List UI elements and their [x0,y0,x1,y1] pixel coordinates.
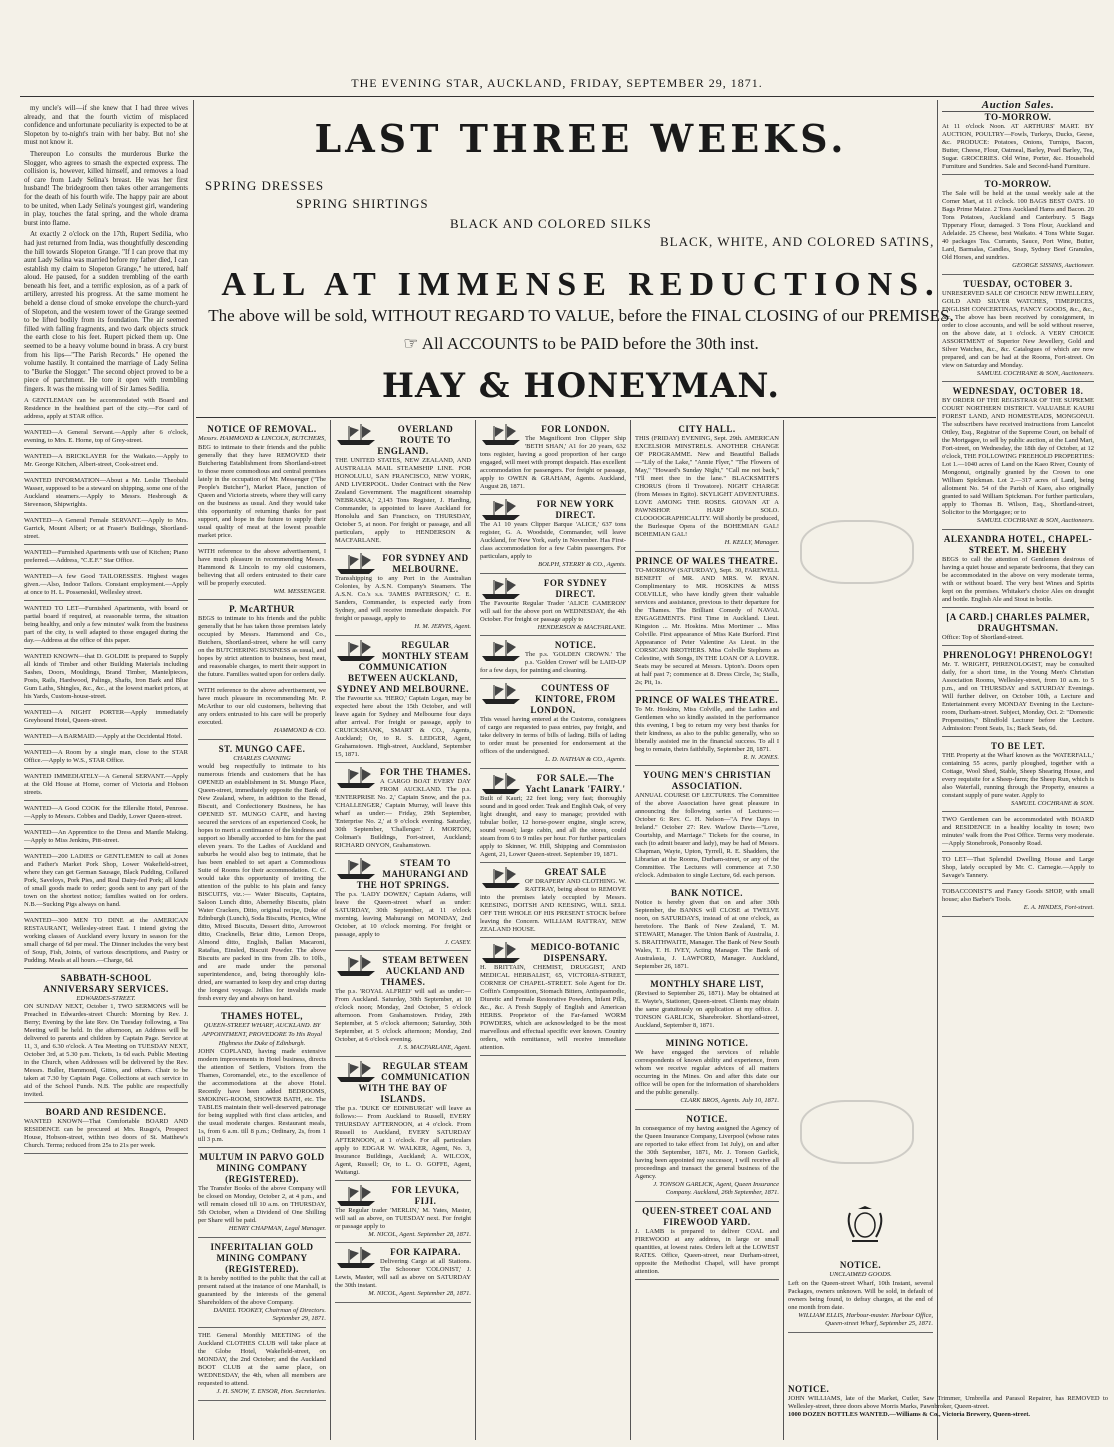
ad-title: FOR LONDON. [541,424,610,434]
ad-body: J. LAMB is prepared to deliver COAL and FIREWOOD at any address, in large or small quantities, at lowest rates. Orders left at the LOWEST RATES. Office, Queen-street, near Durham-street, opposite the Methodist Chapel, will have prompt attention. [635,1227,779,1275]
ad-body: WANTED TO LET—Furnished Apartments, with board or partial board if required, at reasonable terms, the situation being healthy, and only a few minutes' walk from the business part of the city, is well adapted to those engaged during the day.—Address at the office of this paper. [24,604,188,644]
ad-signature: GEORGE SISSINS, Auctioneer. [1012,262,1094,269]
ad-signature: J. CASEY. [444,938,471,946]
ad-body: WANTED—200 LADIES or GENTLEMEN to call at Jones and Father's Market Pork Shop, Lower Wakefield-street, where they can get German Sausage, Black Pudding, Collared Pork, Saveloys, Pork Pies, and Real Dairy-fed Pork; all kinds of small goods made to order; goods sent to any part of the town on the shortest notice; families waited on for orders. N.B.—Sucking Pigs always on hand. [24,852,188,908]
advertisement [24,573,188,601]
ad-body: Mr. T. WRIGHT, PHRENOLOGIST, may be consulted daily, for a short time, in the Young Men's Christian Association Rooms, Wellesley-street, from 10 a.m. to 5 p.m., and on THURSDAY and SATURDAY Evenings. Will further deliver, on October 10th, a Lecture and Entertainment every MONDAY Evening in the Lecture-room, Durham-street. Subject, Monday, Oct. 2: "Domestic Propensities," Blindfold Lecturer before the Lecture. Admission: Front Seats, 1s.; Back Seats, 6d. [942,660,1094,732]
ad-signature: E. A. HINDES, Fort-street. [1023,904,1094,912]
advertisement [480,867,626,938]
ship-icon [335,858,377,880]
ad-signature: DANIEL TOOKEY, Chairman of Directors. September 29, 1871. [213,1306,326,1323]
ad-title: SABBATH-SCHOOL ANNIVERSARY SERVICES. [43,972,169,994]
ad-title: THAMES HOTEL, [220,1011,303,1022]
ad-title: REGULAR STEAM COMMUNICATION WITH THE BAY OF ISLANDS. [358,1060,470,1104]
ad-title: PRINCE OF WALES THEATRE. [635,555,779,566]
ad-title: MULTUM IN PARVO GOLD MINING COMPANY (REGISTERED). [199,1152,325,1185]
ad-signature: H. M. JERVIS, Agent. [414,623,471,630]
ad-body: WANTED IMMEDIATELY—A General SERVANT.—Apply at the Old House at Home, corner of Victoria and Hobson streets. [24,772,188,796]
ad-body: The Sale will be held at the usual weekly sale at the Corner Mart, at 11 o'clock. 100 BAGS BEST OATS. 10 Bags Prime Maize. 2 Tons Auckland Hams and Bacon. 20 Tons Potatoes, Auckland and Canterbury. 5 Bags Tipperary Flour, damaged. 3 Tons Flour, Auckland and Adelaide. 25 Cheese, best Waikato. 4 Tons White Sugar. 40 packages Tea. Currants, Sauce, Port Wine, Butter, Lard, Barmalas, Candles, Soap, Sydney Beef Granules, Old Horses, and sundries. [942,190,1094,261]
advertisement [24,917,188,969]
ad-body: OF DRAPERY AND CLOTHING. W. RATTRAY, being about to REMOVE into the premises lately occupied by Messrs. KEESING, DOITSH AND KEESING, WILL SELL OFF THE WHOLE OF HIS PRESENT STOCK before leaving the Concern. WILLIAM RATTRAY, NEW ZEALAND HOUSE. [480,877,626,933]
banner-rule [196,417,936,418]
ad-body: The p.s. 'GOLDEN CROWN.' The p.s. 'Golden Crown' will be LAID-UP for a few days, for painting and cleaning. [480,651,626,675]
column-rule [193,100,194,1440]
advertisement [635,424,779,552]
advertisement [480,773,626,863]
advertisement [24,653,188,705]
ship-icon [335,640,377,662]
ad-body: (Revised to September 26, 1871). May be obtained at E. Wayte's, Stationer, Queen-street. Clients may obtain the same gratuitously on application at my office. J. TONSON GARLICK, Sharebroker. Shortland-street, Auckland, September 8, 1871. [635,990,779,1030]
ad-body: Transshipping to any Port in the Australian Colonies, by A.S.N. Company's Steamers. The A.S.N. Co.'s s.s. 'JAMES PATERSON,' C. E. Sanders, Commander, is expected early from Sydney, and will receive immediate despatch. For freight or passage, apply to [335,575,471,622]
ad-signature: HENRY CHAPMAN, Legal Manager. [228,1225,326,1233]
ad-body: The Magnificent Iron Clipper Ship 'BETH SHAN,' A1 for 20 years, 632 tons register, having a good proportion of her cargo engaged, will meet with prompt despatch. Has excellent accommodation for passengers. For freight or passage, apply to OWEN & GRAHAM, Agents. Auckland, August 28, 1871. [480,435,626,490]
advertisement [635,1206,779,1280]
ad-title: FOR KAIPARA. [390,1247,461,1258]
column-rule [330,420,331,1440]
advertisement [24,853,188,913]
ad-body: A CARGO BOAT EVERY DAY FROM AUCKLAND. The p.s. 'ENTERPRISE No. 2,' Captain Snow, and the p.s. 'CHALLENGER,' Captain Murray, will leave this wharf as under:— Friday, 29th September, 'Enterprise No. 2,' at 9 o'clock evening. Saturday, 30th September, 'Challenger.' J. MORTON, Coltman's Buildings, Fort-street, Auckland; RICHARD ONYON, Grahamstown. [335,777,471,849]
ad-body: The Regular trader 'MERLIN,' M. Yates, Master, will sail as above, on TUESDAY next. For freight or passage apply to [335,1206,471,1230]
ad-body: Office: Top of Shortland-street. [942,633,1024,641]
masthead-rule [20,96,1094,97]
advertisement [24,733,188,745]
ad-title: NOTICE. [839,1260,882,1270]
ad-body: TWO Gentlemen can be accommodated with BOARD and RESIDENCE in a healthy locality in town; two minutes' walk from the Post Office. Terms very moderate.—Apply Stonebrook, Ponsonby Road. [942,816,1094,848]
ad-title: STEAM BETWEEN AUCKLAND AND THAMES. [380,955,469,988]
ad-title: P. McARTHUR [229,604,295,615]
advertisement [480,640,626,679]
ad-title: COUNTESS OF KINTORE, FROM LONDON. [530,683,616,716]
ad-body: WANTED—A few Good TAILORESSES. Highest wages given.—Also, Indoor Tailors. Constant employment.—Apply at once to H. L. Posseneskil, Wellesley street. [24,572,188,596]
ad-body: JOHN COPLAND, having made extensive modern improvements in Hotel business, directs the attention of Settlers, Visitors from the Thames, Coromandel, etc., to the excellence of the accommodations at the above Hotel. Recently have been added BEDROOMS, SMOKING-ROOM, SHOWER BATH, etc. The TABLES maintain their well-deserved patronage for being supplied with first class articles, and the usual moderate charges. Restaurant meals, 1s, from 6 a.m. till 8 p.m.; Ordinary, 2s, from 1 till 3 p.m. [198,1048,326,1144]
banner-line: BLACK AND COLORED SILKS [450,216,652,231]
ad-title: ALEXANDRA HOTEL, CHAPEL-STREET. M. SHEEHY [943,533,1093,555]
ad-title: NOTICE. [686,1113,728,1124]
banner-regard: The above will be sold, WITHOUT REGARD TO VALUE, before the FINAL CLOSING of our PREMISES. [208,306,954,325]
ad-title: PHRENOLOGY! PHRENOLOGY! [943,649,1093,660]
bottles-wanted: 1000 DOZEN BOTTLES WANTED.—Williams & Co., Victoria Brewery, Queen-street. [788,1411,1031,1418]
advertisement [942,888,1094,917]
column-5-bottom [788,1260,933,1385]
ad-title: STEAM TO MAHURANGI AND THE HOT SPRINGS. [356,857,469,890]
ad-body: Built of Kauri; 22 feet long; very fast; thoroughly sound and in good order. Teak and English Oak, of very light draught, and easy to manage; provided with tubular boiler, 12 horse-power engine, single screw, sound vessel; large cabin, and all the stores, could steam from 6 to 9 miles per hour. For further particulars apply to Skinner, W. Hill, Shipping and Commission Agent, 21, Lower Queen-street. September 19, 1871. [480,794,626,858]
advertisement [480,578,626,637]
ad-body: ANNUAL COURSE OF LECTURES. The Committee of the above Association have great pleasure in announcing the following series of Lectures:— October 6: Rev. C. H. Nelson—"A Few Days in Ireland." October 27: Rev. Warlow Davis—"Love, Courtship, and Marriage." Tickets for the course, in each (to admit bearer and lady), may be had of Messrs. Chapman, Wayte, Upton, Tyrrell, R. E. Shadders, the Librarian at the Rooms, Durham-street, or any of the Committee. The Lectures will commence at 7.30 o'clock. Admission to single Lecture, 6d. each person. [635,792,779,880]
ad-body: WANTED—An Apprentice to the Dress and Mantle Making.—Apply to Miss Jenkins, Pitt-street. [24,828,188,844]
advertisement [480,683,626,769]
advertisement [24,829,188,849]
ad-body: UNRESERVED SALE OF CHOICE NEW JEWELLERY, GOLD AND SILVER WATCHES, TIMEPIECES, ENGLISH CONCERTINAS, FANCY GOODS, &c., &c., &c. The above has been received by consignment, in order to close accounts, and will be sold without reserve, on the above date, at 1 o'clock. A VERY CHOICE ASSORTMENT of Superior New Jewellery, Gold and Silver Watches, &c., &c. Catalogues of which are now prepared, and can be had at the Rooms, Fort-street. On view on Saturday and Monday. [942,289,1094,369]
ad-body: BEG to intimate to their friends and the public generally that they have REMOVED their Butchering Establishment from Shortland-street to those more commodious and central premises lately in the occupation of Mr. Messenger ("The People's Butcher"), Market Place, junction of Queen and Victoria streets, where they will carry on the business as usual. And they would take this opportunity of returning thanks for past support, and hope in the future to supply their usual quality of meat at the lowest possible market price. [198,443,326,539]
ad-title: BANK NOTICE. [670,888,743,899]
ad-title: BOARD AND RESIDENCE. [45,1107,167,1118]
ad-subtitle: UNCLAIMED GOODS. [829,1271,892,1278]
ad-title: FOR THE THAMES. [380,766,471,777]
auction-ads [942,112,1094,917]
serial-story [24,104,188,394]
ad-body: WANTED INFORMATION—About a Mr. Leslie Theobald Wasser, supposed to be a steward on shipping, some one of the Auckland steamers.—Apply to Messrs. Hesbrough & Stevenson, Shipwrights. [24,476,188,508]
advertisement [480,942,626,1056]
ad-signature: L. D. NATHAN & CO., Agents. [545,756,626,764]
advertisement [335,1061,471,1181]
ad-subtitle: Messrs. HAMMOND & LINCOLN, BUTCHERS, [198,435,326,442]
advertisement [480,499,626,574]
ad-body: WANTED—A Good COOK for the Ellerslie Hotel, Penrose.—Apply to Messrs. Cobbes and Daddy, Lower Queen-street. [24,804,188,820]
ad-title: QUEEN-STREET COAL AND FIREWOOD YARD. [642,1205,772,1227]
banner-reductions: ALL AT IMMENSE REDUCTIONS. [221,266,941,303]
ad-signature: SAMUEL COCHRANE & SON, Auctioneers. [976,369,1094,377]
ad-body: We have engaged the services of reliable correspondents of known ability and experience, from whom we receive regular advices of all matters occurring in the Mines. On and after this date our office will be open for the information of shareholders and the public generally. [635,1049,779,1097]
ad-body: The Transfer Books of the above Company will be closed on Monday, October 2, at 4 p.m., and will remain closed till 10 a.m. on THURSDAY, 5th October, when a Dividend of One Shilling per Share will be paid. [198,1185,326,1225]
ad-signature: WILLIAM ELLIS, Harbour-master. Harbour Office, Queen-street Wharf, September 25, 1871. [798,1311,933,1328]
ad-body: The p.s. 'DUKE OF EDINBURGH' will leave as follows:— From Auckland to Russell, EVERY THURSDAY AFTERNOON, at 4 o'clock. From Russell to Auckland, EVERY SATURDAY AFTERNOON, at 1 o'clock. For all particulars apply to EDGAR W. WALKER, Agent, No. 3, Insurance Buildings, Auckland; A. WILCOX, Agent, Russell; Or, to L. O. GOFFE, Agent, Waitangi. [335,1104,471,1176]
ad-body: To Mr. Hoskins, Miss Colville, and the Ladies and Gentlemen who so kindly assisted in the performance this evening, I beg to return my very best thanks for their kindness, as also to the public generally, who so liberally assisted me in the financial success. To all I beg to remain, theirs faithfully, September 28, 1871. [635,705,779,753]
notice-williams [788,1384,1108,1440]
ad-signature: WM. MESSENGER. [273,587,326,595]
column-2 [198,424,326,1439]
advertisement [24,773,188,801]
ad-body: JOHN WILLIAMS, late of the Market, Cutler, Saw Trimmer, Umbrella and Parasol Repairer, has REMOVED to Wellesley-street, three doors above Morris Marks, Pawnbroker, Queen-street. [788,1395,1108,1410]
banner-firm: HAY & HONEYMAN. [381,366,781,406]
ad-body: WANTED—A BRICKLAYER for the Waikato.—Apply to Mr. George Kitchen, Albert-street, Cook-street end. [24,452,188,468]
ad-title: REGULAR MONTHLY STEAM COMMUNICATION BETWEEN AUCKLAND, SYDNEY AND MELBOURNE. [337,639,470,694]
advertisement [942,856,1094,884]
advertisement [942,650,1094,737]
ad-signature: SAMUEL COCHRANE & SON, Auctioneers. [976,517,1094,525]
ship-icon [480,942,522,964]
ship-icon [480,578,522,600]
advertisement [335,553,471,636]
advertisement [24,397,188,425]
ad-signature: R. N. JONES. [743,753,779,761]
advertisement [198,687,326,740]
pointing-hand-icon: ☞ [403,334,422,353]
ad-body: THE Property at the Wharf known as the 'WATERFALL,' containing 55 acres, partly ploughed, together with a Cottage, Wool Shed, Stable, Sheep Shearing House, and every requisite for a Sheep-farm; the Sheep Run, which is also Waterfall, running through the Property, ensures a constant supply of pure water. Apply to [942,751,1094,799]
ad-title: CITY HALL. [678,424,736,434]
ad-body: TO LET—That Splendid Dwelling House and Large Shop, lately occupied by Mr. C. Carnegie.—Apply to Savage's Tannery. [942,856,1094,880]
ad-body: WANTED—A General Female SERVANT.—Apply to Mrs. Garrick, Mount Albert; or at Fraser's Buildings, Shortland-street. [24,516,188,540]
banner-line: SPRING DRESSES [205,178,325,193]
ad-body: WANTED—Furnished Apartments with use of Kitchen; Piano preferred.—Address, "C.E.F." Star Office. [24,548,188,564]
ad-title: MONTHLY SHARE LIST, [650,979,764,990]
advertisement [635,1038,779,1110]
advertisement [942,612,1094,646]
classified-ads [24,397,188,1155]
ad-title: TUESDAY, OCTOBER 3. [963,278,1073,289]
advertisement [335,1185,471,1244]
story-paragraph: At exactly 2 o'clock on the 17th, Rupert Sedilia, who had just returned from India, was thoughtfully descending the hill towards Slopeton Grange. "If I can prove that my aunt Lady Selina was married before my father died, I can establish my claim to Slopeton Grange," he uttered, half aloud. He paused, for a sudden trembling of the earth beneath his feet, and a terrific explosion, as of a park of artillery, arrested his progress. At the same moment he beheld a dense cloud of smoke envelope the church-yard of Slopeton, and the western tower of the Grange seemed to be lifted bodily from its foundation. The air seemed filled with falling fragments, and two dark objects struck the earth close to his feet. Rupert picked them up. One seemed to be a heavy volume bound in brass. A cry burst from his lips—"The Parish Records." He opened the volume hastily. It contained the marriage of Lady Selina to "Burke the Slogger." The second object proved to be a piece of parchment. He tore it open with trembling fingers. It was the missing will of Sir James Sedilia. [24,230,188,393]
advertisement [24,549,188,569]
column-6 [942,100,1094,1380]
ad-title: FOR NEW YORK DIRECT. [536,499,615,520]
advertisement [942,279,1094,383]
ad-title: TO-MORROW. [984,179,1052,189]
ad-body: would beg respectfully to intimate to his numerous friends and customers that he has OPENED an establishment in St. Mungo Place, Queen-street, immediately opposite the Bank of New Zealand, where, in addition to the Bread, Biscuit, and Confectionery Business, he has OPENED ST. MUNGO CAFE, and having secured the services of an experienced Cook, he hopes to merit a continuance of the kindness and support so liberally accorded to him for the past eleven years. To the Ladies of Auckland and suburbs he would also beg to intimate, that he has been enabled to set apart a Commodious Suite of Rooms for their accommodation. C. C. would take this opportunity of inviting the attention of the public to his plain and fancy BISCUITS, viz.:— Water Biscuits, Captains, Saloon Lunch ditto, Abernethy Biscuits, plain Water Crackers, Ditto, original recipe, Duke of Edinburgh (Lunch), Soda Biscuits, Picnics, Wine ditto, Mixed Biscuits, Dessert ditto, Arrowroot ditto, Cracknells, Briar ditto, Lemon Drops, Almond ditto, English, Ballan Macaroni, Ratafias, Einsled, Biscuit Powder. The above Biscuits are packed in tins from 2lb. to 10lb., and are made under the personal superintendence, and, being thoroughly kiln-dried, are warranted to keep dry and crisp during the longest voyage. Jellies for invalids made fresh every day and always on hand. [198,763,326,1003]
ad-title: MINING NOTICE. [665,1038,749,1049]
advertisement [198,1011,326,1148]
ad-title: WEDNESDAY, OCTOBER 18. [952,386,1084,397]
ship-icon [480,640,522,662]
ad-signature: H. KELLY, Manager. [724,539,779,546]
ship-icon [480,424,522,446]
ship-icon [480,867,522,889]
ad-title: MEDICO-BOTANIC DISPENSARY. [530,941,621,963]
ad-title: [A CARD.] CHARLES PALMER, DRAUGHTSMAN. [946,611,1090,633]
ad-title: FOR LEVUKA, FIJI. [391,1184,460,1206]
ad-body: BEGS to intimate to his friends and the public generally that he has taken those premises lately occupied by Messrs. Hammond and Co., Butchers, Shortland-street, where he will carry on the BUTCHERING BUSINESS as usual, and hopes by strict attention to business, best meat, and reasonable charges, to merit their support in the future. Families waited upon for orders daily. [198,615,326,679]
advertisement [24,1107,188,1154]
advertisement [24,517,188,545]
column-4 [480,424,626,1439]
ad-body: WANTED—A BARMAID.—Apply at the Occidental Hotel. [24,732,183,740]
ad-body: In consequence of my having assigned the Agency of the Queen Insurance Company, Liverpool (whose rates are reported to take effect from 1st July), on and after the 30th September, 1871, Mr. J. Tonson Garlick, having been appointed my successor, I will receive all proceedings and transact the general business of the Agency. [635,1124,779,1180]
ad-body: WANTED—300 MEN TO DINE at the AMERICAN RESTAURANT, Wellesley-street East. I intend giving the working classes of Auckland every luxury in season for the small charge of 6d per meal. The Dinner includes the very best of Soup, Fish, Joints, of various descriptions, and Pastry or Pudding. Meals at all hours.—Charge, 6d. [24,916,188,964]
advertisement [942,741,1094,813]
ship-icon [335,424,377,446]
advertisement [635,556,779,691]
ad-title: FOR SYDNEY DIRECT. [543,577,608,599]
ad-title: YOUNG MEN'S CHRISTIAN ASSOCIATION. [642,770,771,792]
advertisement [198,548,326,601]
ship-icon [335,767,377,789]
ad-title: TO BE LET. [991,740,1045,751]
ad-body: WANTED—A Room by a single man, close to the STAR Office.—Apply to W.S., STAR Office. [24,748,188,764]
banner-line: BLACK, WHITE, AND COLORED SATINS, [660,234,935,249]
advertisement [24,973,188,1104]
advertisement [24,429,188,449]
faded-stamp [800,1100,914,1164]
ad-title: NOTICE. [554,640,597,651]
advertisement [635,1114,779,1202]
ad-signature: BOLPH, STERRY & CO., Agents. [538,561,626,568]
ad-body: The A1 10 years Clipper Barque 'ALICE,' 637 tons register, G. A. Woodside, Commander, will leave Auckland, for New York, early in November. Has First-class accommodation for a few Cabin passengers. For particulars, apply to [480,521,626,560]
column-rule [783,420,784,1440]
ad-subtitle: CHARLES CANNING [233,754,291,762]
coat-of-arms-icon [842,1205,888,1245]
advertisement [335,767,471,854]
auction-header: Auction Sales. [942,100,1094,112]
ad-body: BY ORDER OF THE REGISTRAR OF THE SUPREME COURT NORTHERN DISTRICT. VALUABLE KAURI FOREST LAND, AND HOMESTEADS, MONGONUI. The subscribers have received instructions from Lancelot Ottley, Esq., Registrar of the Supreme Court, on behalf of the Mortgagee, to sell by public auction, at the Land Mart, Fort-street, on Wednesday, the 18th day of October, at 12 o'clock, THE FOLLOWING FREEHOLD PROPERTIES: Lot 1.—1040 acres of Land on the Kaeo River, County of Mongonui, originally granted by the Crown to one William Spickman. Lot 2.—317 acres of Land, being allotment No. 54 of the Parish of Kaeo, also originally granted to said William Spickman. For further particulars, apply to Thomas B. Wilson, Esq., Shortland-street, Solicitor to the Mortgagee; or to [942,397,1094,517]
ad-signature: J. H. SNOW, T. ENSOR, Hon. Secretaries. [216,1387,326,1395]
column-1 [24,104,188,1439]
ad-body: THIS (FRIDAY) EVENING, Sept. 29th. AMERICAN EXCELSIOR MINSTRELS. ANOTHER CHANGE OF PROGRAMME. New and Beautiful Ballads—"Lily of the Lake," "Annie Flyer," "The Flowers of May," "Howard's Sunday Night," "Call me not back," "I'll meet thee in the lane." BLACKSMITH'S CHORUS (from Il Trovatore). NIGHT CHARGE (from Messes in Egito). SKYLIGHT ADVENTURES. LOVE AMONG THE ROSES. GIOVAN AT A PAWNSHOP. HARP SOLO. CLOOOOGRAPHICALITY. Will shortly be produced, the Burlesque Opera of the BOHEMIAN GAL! BOHEMIAN GAL! [635,435,779,538]
advertisement [198,744,326,1008]
ad-body: WANTED KNOWN—that D. GOLDIE is prepared to Supply all kinds of Timber and other Building Materials including Sashes, Doors, Mouldings, Brand Timber, Mantelpieces, Posts, Rails, Hardwood, Palings, Shafts, Iron Bark and Blue Gum Laths, Shingles, &c., &c., at the lowest market prices, at his Yards, Custom-house-street. [24,652,188,700]
advertisement [198,1152,326,1238]
ad-body: WITH reference to the above advertisement, we have much pleasure in recommending Mr. P. McArthur to our old customers, believing that any orders entrusted to his care will be properly executed. [198,687,326,727]
ad-title: NOTICE OF REMOVAL. [207,424,317,434]
ad-subtitle: EDWARDES-STREET. [76,994,136,1002]
advertisement [198,604,326,683]
advertisement [942,179,1094,275]
ad-signature: HAMMOND & CO. [273,727,326,735]
advertisement [635,888,779,975]
advertisement [24,709,188,729]
ad-body: H. BRITTAIN, CHEMIST, DRUGGIST, AND MEDICAL HERBALIST, 65, VICTORIA-STREET, CORNER OF CHAPEL-STREET. Sole Agent for Dr. Coffin's Composition, Stomach Bitters, Antispasmodic, Diuretic and Female Restorative Powders, Infant Pills, &c., &c. A Fresh Supply of English and American HERBS. Proprietor of the Far-famed WORM POWDERS, which are acknowledged to be the most marvellous and effectual specific ever known. Country orders, with remittance, will receive immediate attention. [480,963,626,1051]
ad-title: NOTICE. [788,1384,830,1394]
advertisement [335,858,471,952]
column-3 [335,424,471,1439]
ad-title: OVERLAND ROUTE TO ENGLAND. [377,424,454,456]
advertisement [198,1242,326,1328]
advertisement [335,640,471,763]
ad-body: WANTED KNOWN—That Comfortable BOARD AND RESIDENCE can be procured at Mrs. Rusgo's, Prospect House, Hobson-street, within two doors of St. Matthew's Church. Terms; reduced from 25s to 21s per week. [24,1118,188,1150]
ad-title: TO-MORROW. [984,112,1052,122]
ad-title: INFERITALIAN GOLD MINING COMPANY (REGISTERED). [210,1241,314,1274]
ship-icon [480,499,522,521]
banner-line: SPRING SHIRTINGS [296,196,429,211]
advertisement [24,805,188,825]
advertisement [335,424,471,549]
advertisement [480,424,626,495]
advertisement [198,424,326,544]
ship-icon [335,553,377,575]
ship-icon [335,1247,377,1269]
ad-body: The p.s. 'ROYAL ALFRED' will sail as under:— From Auckland. Saturday, 30th September, at 10 o'clock noon; Monday, 2nd October, 5 o'clock afternoon. From Grahamstown. Friday, 29th September, at 5 o'clock afternoon; Saturday, 30th September, at 5 o'clock afternoon; Monday, 2nd October, at 6 o'clock evening. [335,988,471,1044]
ad-signature: J. S. MACFARLANE, Agent. [397,1044,471,1052]
advertisement [335,955,471,1057]
ad-body: It is hereby notified to the public that the call at present raised at the instance of one Marshall, is guaranteed by the interests of the general Shareholders of the above Company. [198,1274,326,1306]
ad-body: WITH reference to the above advertisement, I have much pleasure in recommending Messrs. Hammond & Lincoln to my old customers, believing that all orders entrusted to their care will be properly executed. [198,547,326,587]
advertisement [635,695,779,767]
ad-body: This vessel having entered at the Customs, consignees of cargo are requested to pass entries, pay freight, and take delivery in terms of bills of lading. Bills of lading to order must be presented for endorsement at the offices of the undersigned. [480,716,626,756]
ad-body: WANTED—A NIGHT PORTER—Apply immediately Greyhound Hotel, Queen-street. [24,708,188,724]
ad-title: FOR SALE.—The Yacht Lanark 'FAIRY.' [525,772,626,794]
ad-body: TO-MORROW (SATURDAY), Sept. 30, FAREWELL BENEFIT of MR. AND MRS. W. RYAN. Complimentary to MR. HOSKINS & MISS COLVILLE, who have kindly given their valuable services and assistance, previous to their departure for the Thames. The Brilliant Comedy of NAVAL ENGAGEMENTS. First Time in Auckland. Lieut. Kingston ... Mr. Hoskins. Miss Mortimer ... Miss Colville. First appearance of Miss Kate Burford. First Appearance of Peter Valentine As Lieut. in the CORSICAN BROTHERS. Miss Colville Stephens as Celestine, with Songs, IN THE LOAN OF A LOVER. Seats may be secured at Messrs. Upton's. Doors open at half past 7; commence at 8. Dress Circle, 3s; Stalls, 2s; Pit, 1s. [635,566,779,686]
ad-title: ST. MUNGO CAFE. [218,743,306,754]
ad-body: Delivering Cargo at all Stations. The Schooner 'COLONIST,' J. Lewis, Master, will sail as above on SATURDAY the 30th instant. [335,1258,471,1290]
advertisement [335,1247,471,1303]
ad-body: THE General Monthly MEETING of the Auckland CLOTHES CLUB will take place at the Globe Hotel, Wakefield-street, on MONDAY, the 2nd October; and the Auckland BOOT CLUB at the same place, on WEDNESDAY, the 4th, when all members are requested to attend. [198,1331,326,1387]
ad-body: BEGS to call the attention of Gentlemen desirous of having a quiet house and separate bedrooms, that they can be accommodated in the above on very moderate terms, with or without board. The very best Wines and Spirits kept on the premises. Whitaker's choice Ales on draught and bottle. English Ale and Stout in bottle. [942,555,1094,603]
ad-body: A GENTLEMAN can be accommodated with Board and Residence in the healthiest part of the city.—For card of address, apply at STAR office. [24,396,188,420]
ad-subtitle: QUEEN-STREET WHARF, AUCKLAND. BY APPOINTMENT, PROVEDORE To His Royal Highness the Duke of Edinburgh. [201,1022,323,1047]
column-rule [475,420,476,1440]
advertisement [24,453,188,473]
page-masthead: THE EVENING STAR, AUCKLAND, FRIDAY, SEPTEMBER 29, 1871. [351,76,763,90]
banner-headline: LAST THREE WEEKS. [314,116,848,161]
ship-icon [480,683,522,705]
advertisement [942,112,1094,175]
ad-body: Left on the Queen-street Wharf, 10th Instant, several Packages, owners unknown. Will be sold, in default of owners being found, to defray charges, at the end of one month from date. [788,1279,933,1311]
ad-body: At 11 o'clock Noon. AT ARTHURS' MART. BY AUCTION, POULTRY—Fowls, Turkeys, Ducks, Geese, &c. PRODUCE: Potatoes, Onions, Turnips, Bacon, Butter, Cheese, Flour, Oatmeal, Barley, Pearl Barley, Tea, Sugar. GROCERIES. Old Wine, Porter, &c. Household Furniture and Sundries. Sale and Second-hand Furniture. [942,123,1094,170]
ship-icon [335,955,377,977]
ad-signature: HENDERSON & MACFARLANE. [537,623,626,631]
column-5 [635,424,779,1324]
banner-accounts: ☞ All ACCOUNTS to be PAID before the 30th inst. [403,334,759,353]
ad-body: Notice is hereby given that on and after 30th September, the BANKS will CLOSE at TWELVE noon, on SATURDAYS, instead of at one o'clock, as heretofore. The Bank of New Zealand, T. M. STEWART, Manager. The Union Bank of Australia, J. S. BRAITHWAITE, Manager. The Bank of New South Wales, T. H. IVEY, Acting Manager. The Bank of Australasia, J. LAWFORD, Manager. Auckland, September 26, 1871. [635,899,779,971]
ship-icon [480,773,522,795]
ad-title: GREAT SALE [544,866,607,877]
advertisement [198,1332,326,1401]
advertisement [24,749,188,769]
story-paragraph: my uncle's will—if she knew that I had three wives already, and that the fourth victim of misplaced confidence and unfortunate peculiarity is expected to be at Slopeton by to-night's train with her baby. But no! she must not know it. [24,104,188,147]
advertisement [942,386,1094,530]
ad-signature: J. TONSON GARLICK, Agent, Queen Insurance Company. Auckland, 26th September, 1871. [653,1180,779,1197]
ad-signature: M. NICOL, Agent. September 28, 1871. [368,1230,471,1238]
ad-body: THE UNITED STATES, NEW ZEALAND, AND AUSTRALIA MAIL STEAMSHIP LINE. FOR HONOLULU, SAN FRANCISCO, NEW YORK, AND LIVERPOOL. Under Contract with the New Zealand Government. The magnificent steamship 'NEBRASKA,' 2,143 Tons Register, J. Harding, Commander, is appointed to leave Auckland for Honolulu and San Francisco, on THURSDAY, October 5, at noon. For freight or passage, and all particulars, apply to HENDERSON & MACFARLANE. [335,457,471,544]
faded-stamp [800,520,914,584]
ship-icon [335,1061,377,1083]
ad-body: The Favourite Regular Trader 'ALICE CAMERON' will sail for the above port on WEDNESDAY, the 4th October. For freight or passage apply to [480,599,626,623]
ad-signature: SAMUEL COCHRANE & SON. [1011,799,1094,807]
advertisement [635,770,779,884]
ship-icon [335,1185,377,1207]
advertisement [24,477,188,513]
advertisement [942,816,1094,852]
ad-signature: M. NICOL, Agent. September 28, 1871. [368,1290,471,1298]
advertisement [635,979,779,1034]
story-paragraph: Thereupon Lo consults the murderous Burke the Slogger, who agrees to smash the expected express. The collision is, however, killed himself, and removes a load of care from Lady Selina's breast. He was her first husband! The bridegroom then takes other arrangements for the death of his fourth wife. The happy pair are about to be united, when Lady Selina's youngest girl, wandering in play, touches the fatal spring, and the whole drama burst into flame. [24,149,188,227]
advertisement [24,605,188,649]
ad-body: WANTED—A General Servant.—Apply after 6 o'clock, evening, to Mrs. E. Horne, top of Grey-street. [24,428,188,444]
ad-body: TOBACCONIST'S and Fancy Goods SHOP, with small house; also Barber's Tools. [942,888,1094,904]
ad-body: ON SUNDAY NEXT, October 1, TWO SERMONS will be Preached in Edwardes-street Church: Morning by Rev. J. Berry; Evening by the late Rev. On Tuesday following, a Tea Meeting will be held. In the afternoon, an Address will be delivered to parents and children by Captain Page. Service at 11, 3, and 6.30 o'clock. A Tea Meeting on TUESDAY NEXT, October 3rd, at 5.30 p.m. Tickets, 1s 6d each. Public Meeting in the Church, when Addresses will be delivered by the Rev. Messrs. Buller, Hammond, Gittos, and others. Chair to be taken at 7.30 by Captain Page. Collections at each service in aid of the School Funds. N.B. The public are respectfully invited. [24,1003,188,1099]
ad-body: The Favourite s.s. 'HERO,' Captain Logan, may be expected here about the 15th October, and will leave again for Sydney and Melbourne four days after arrival. For freight or passage, apply to CRUICKSHANK, SMART & CO., Agents, Auckland; Or, to R. S. LEDGER, Agent, Grahamstown. High-street, Auckland, September 15, 1871. [335,694,471,758]
column-rule [630,420,631,1440]
ad-title: PRINCE OF WALES THEATRE. [635,694,779,705]
ad-title: FOR SYDNEY AND MELBOURNE. [382,553,469,574]
ad-signature: CLARK BROS, Agents. July 10, 1871. [680,1097,779,1105]
ad-body: The p.s. 'LADY DOWEN,' Captain Adams, will leave the Queen-street wharf as under: SATURDAY, 30th September, at 11 o'clock morning, leaving Mahurangi on MONDAY, 2nd October, at 10 o'clock morning. For freight or passage, apply to [335,890,471,938]
advertisement [942,534,1094,608]
